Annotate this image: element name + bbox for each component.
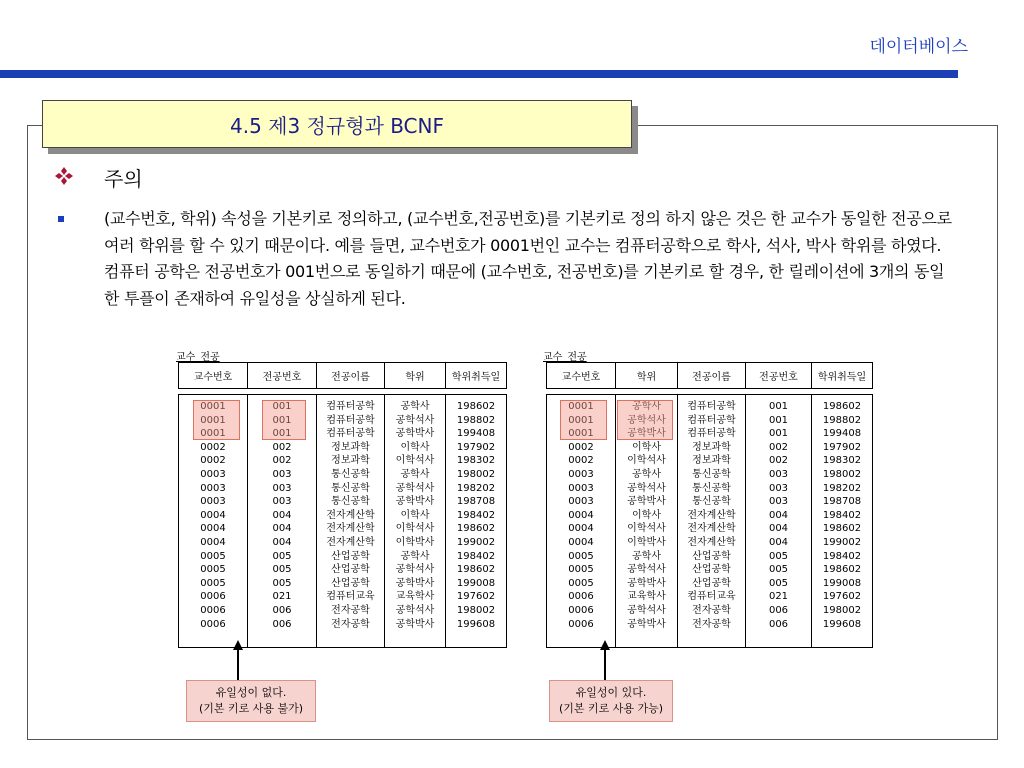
left-highlight-major-id (262, 400, 306, 440)
table-cell: 0002 (200, 441, 226, 453)
right-note-line1: 유일성이 있다. (575, 686, 647, 699)
table-cell: 001 (768, 428, 789, 440)
table-cell: 198402 (822, 509, 862, 521)
table-cell: 전자계산학 (687, 509, 736, 521)
right-table-caption: 교수_전공 (543, 352, 587, 363)
table-cell: 공학석사 (395, 564, 435, 576)
section-heading: 주의 (104, 167, 143, 191)
slide-title: 4.5 제3 정규형과 BCNF (42, 100, 632, 148)
table-cell: 통신공학 (692, 468, 731, 480)
table-cell: 컴퓨터공학 (687, 414, 736, 426)
table-cell: 0003 (568, 468, 594, 480)
left-header-degree: 학위 (385, 363, 446, 389)
table-cell: 001 (272, 401, 292, 412)
right-col-degree-date (812, 395, 873, 648)
table-cell: 198602 (822, 523, 862, 535)
table-cell: 199408 (456, 428, 496, 440)
table-cell: 산업공학 (692, 577, 731, 589)
table-cell: 통신공학 (692, 482, 731, 494)
table-cell: 198002 (822, 604, 862, 616)
table-cell: 198002 (456, 604, 496, 616)
table-cell: 공학박사 (627, 496, 666, 508)
table-cell: 198402 (822, 550, 862, 562)
table-cell: 공학석사 (395, 414, 435, 426)
table-cell: 198802 (822, 414, 862, 426)
table-cell: 021 (272, 591, 292, 603)
header-title: 데이터베이스 (869, 37, 968, 57)
left-note-line2: (기본 키로 사용 불가) (198, 702, 304, 715)
diamond-cluster-icon (54, 166, 74, 186)
table-cell: 0002 (200, 455, 226, 467)
table-cell: 공학석사 (395, 604, 435, 616)
table-cell: 199002 (456, 536, 496, 548)
table-cell: 005 (768, 564, 789, 576)
table-cell: 이학석사 (627, 523, 666, 535)
table-cell: 0004 (568, 509, 594, 521)
table-cell: 198602 (456, 564, 496, 576)
table-cell: 001 (272, 414, 292, 426)
table-cell: 공학사 (632, 550, 661, 562)
table-cell: 198302 (456, 455, 496, 467)
table-cell: 006 (272, 618, 292, 630)
table-cell: 198302 (822, 455, 862, 467)
table-cell: 006 (768, 604, 789, 616)
table-cell: 004 (768, 536, 789, 548)
table-cell: 0004 (200, 536, 226, 548)
table-cell: 이학석사 (395, 455, 435, 467)
body-paragraph: (교수번호, 학위) 속성을 기본키로 정의하고, (교수번호,전공번호)를 기본키로 정의 하지 않은 것은 한 교수가 동일한 전공으로 여러 학위를 할 수 있기 때문이다. 예를 들면, 교수번호가 0001번인 교수는 컴퓨터공학으로 학사, 석사, 박사 학위를 하였다. 컴퓨터 공학은 전공번호가 001번으로 동일하기 때문에 (교수번호, 전공번호)를 기본키로 할 경우, 한 릴레이션에 3개의 동일한 투플이 존재하여 유일성을 상실하게 된다. (104, 209, 952, 308)
table-cell: 003 (272, 496, 292, 508)
table-cell: 통신공학 (331, 496, 370, 508)
table-cell: 전자계산학 (687, 523, 736, 535)
table-cell: 공학박사 (395, 577, 435, 589)
table-cell: 198802 (456, 414, 496, 426)
table-cell: 정보과학 (331, 441, 370, 453)
table-cell: 198602 (822, 564, 862, 576)
left-highlight-professor-id (193, 400, 240, 440)
left-note-line1: 유일성이 없다. (215, 686, 287, 699)
left-arrow-head-icon (233, 640, 243, 650)
table-cell: 198602 (456, 523, 496, 535)
table-cell: 컴퓨터공학 (687, 428, 736, 440)
table-cell: 정보과학 (331, 455, 370, 467)
table-cell: 0002 (568, 441, 594, 453)
table-cell: 0002 (568, 455, 594, 467)
table-cell: 198402 (456, 509, 496, 521)
table-cell: 0001 (200, 414, 226, 426)
table-cell: 이학사 (400, 509, 430, 521)
left-header-degree-date: 학위취득일 (446, 363, 507, 389)
table-cell: 0004 (568, 523, 594, 535)
table-cell: 003 (272, 468, 292, 480)
table-cell: 공학박사 (395, 496, 435, 508)
table-cell: 0001 (568, 428, 594, 440)
table-cell: 198602 (456, 401, 496, 412)
table-cell: 이학석사 (395, 523, 435, 535)
table-cell: 정보과학 (692, 455, 731, 467)
left-col-major-name (317, 395, 385, 648)
table-cell: 컴퓨터공학 (326, 414, 375, 426)
table-cell: 0004 (568, 536, 594, 548)
table-cell: 공학석사 (395, 482, 435, 494)
table-cell: 198708 (456, 496, 496, 508)
table-cell: 전자계산학 (687, 536, 736, 548)
table-cell: 0006 (568, 618, 594, 630)
table-cell: 002 (272, 455, 292, 467)
left-note (186, 680, 316, 722)
table-cell: 199608 (822, 618, 862, 630)
square-bullet-icon (58, 216, 64, 222)
table-cell: 0003 (568, 496, 594, 508)
table-cell: 004 (768, 523, 789, 535)
table-cell: 199608 (456, 618, 496, 630)
table-cell: 199008 (822, 577, 862, 589)
table-cell: 산업공학 (331, 550, 370, 562)
table-cell: 컴퓨터공학 (326, 401, 375, 412)
table-cell: 0003 (200, 482, 226, 494)
table-cell: 003 (768, 496, 789, 508)
right-header-degree: 학위 (616, 363, 678, 389)
table-cell: 전자계산학 (326, 523, 375, 535)
table-cell: 공학박사 (627, 618, 666, 630)
table-cell: 0004 (200, 509, 226, 521)
table-cell: 산업공학 (692, 550, 731, 562)
table-cell: 정보과학 (692, 441, 731, 453)
table-cell: 001 (272, 428, 292, 440)
right-note (549, 680, 673, 722)
table-cell: 0001 (568, 414, 594, 426)
table-cell: 005 (272, 577, 292, 589)
table-cell: 0004 (200, 523, 226, 535)
right-header-major-id: 전공번호 (746, 363, 812, 389)
table-cell: 이학석사 (627, 455, 666, 467)
table-cell: 003 (768, 482, 789, 494)
table-cell: 006 (768, 618, 789, 630)
table-cell: 0005 (568, 564, 594, 576)
table-cell: 교육학사 (627, 591, 666, 603)
table-cell: 이학박사 (627, 536, 666, 548)
table-cell: 0005 (200, 564, 226, 576)
table-cell: 0001 (568, 401, 594, 412)
right-highlight-degree (617, 400, 673, 440)
table-cell: 공학사 (400, 550, 430, 562)
table-cell: 공학사 (632, 401, 661, 412)
table-cell: 전자계산학 (326, 536, 375, 548)
table-cell: 공학석사 (627, 482, 666, 494)
table-cell: 통신공학 (331, 468, 370, 480)
table-cell: 198002 (456, 468, 496, 480)
right-header-professor-id: 교수번호 (547, 363, 616, 389)
table-cell: 0005 (200, 577, 226, 589)
table-cell: 전자공학 (692, 618, 731, 630)
table-cell: 전자계산학 (326, 509, 375, 521)
table-cell: 198002 (822, 468, 862, 480)
table-cell: 001 (768, 401, 789, 412)
table-cell: 0006 (568, 591, 594, 603)
table-cell: 0005 (568, 577, 594, 589)
table-cell: 198602 (822, 401, 862, 412)
right-arrow-line (604, 648, 606, 680)
table-cell: 산업공학 (331, 564, 370, 576)
table-cell: 공학사 (400, 468, 430, 480)
table-cell: 199002 (822, 536, 862, 548)
table-cell: 003 (768, 468, 789, 480)
left-header-professor-id: 교수번호 (179, 363, 248, 389)
table-cell: 005 (768, 577, 789, 589)
table-cell: 공학석사 (627, 604, 666, 616)
right-note-line2: (기본 키로 사용 가능) (558, 702, 664, 715)
table-cell: 004 (272, 509, 292, 521)
table-cell: 197902 (822, 441, 862, 453)
left-header-major-name: 전공이름 (317, 363, 385, 389)
table-cell: 공학사 (632, 468, 661, 480)
right-highlight-professor-id (560, 400, 607, 440)
table-cell: 산업공학 (692, 564, 731, 576)
table-cell: 002 (768, 455, 789, 467)
table-cell: 021 (768, 591, 789, 603)
table-cell: 전자공학 (331, 618, 370, 630)
table-cell: 005 (272, 564, 292, 576)
table-cell: 0006 (200, 604, 226, 616)
left-header-major-id: 전공번호 (248, 363, 317, 389)
left-arrow-line (237, 648, 239, 680)
table-cell: 198402 (456, 550, 496, 562)
table-cell: 전자공학 (692, 604, 731, 616)
table-cell: 통신공학 (331, 482, 370, 494)
table-cell: 002 (768, 441, 789, 453)
right-col-major-name (678, 395, 746, 648)
table-cell: 0003 (568, 482, 594, 494)
table-cell: 003 (272, 482, 292, 494)
right-arrow-head-icon (600, 640, 610, 650)
table-cell: 198202 (822, 482, 862, 494)
table-cell: 006 (272, 604, 292, 616)
header-bar (0, 70, 958, 78)
table-cell: 0003 (200, 468, 226, 480)
table-cell: 컴퓨터공학 (326, 428, 375, 440)
table-cell: 005 (768, 550, 789, 562)
table-cell: 0006 (200, 618, 226, 630)
right-header-degree-date: 학위취득일 (812, 363, 873, 389)
table-cell: 이학사 (632, 441, 661, 453)
table-cell: 004 (272, 523, 292, 535)
table-cell: 199008 (456, 577, 496, 589)
left-col-degree-date (446, 395, 507, 648)
table-cell: 197602 (456, 591, 496, 603)
table-cell: 이학사 (400, 441, 430, 453)
table-cell: 0005 (200, 550, 226, 562)
table-cell: 0001 (200, 428, 226, 440)
table-cell: 공학박사 (627, 428, 666, 440)
table-cell: 001 (768, 414, 789, 426)
table-cell: 0006 (568, 604, 594, 616)
table-cell: 이학사 (632, 509, 661, 521)
table-cell: 컴퓨터교육 (326, 591, 375, 603)
right-col-major-id (746, 395, 812, 648)
table-cell: 공학박사 (627, 577, 666, 589)
table-cell: 공학사 (400, 401, 430, 412)
table-cell: 004 (272, 536, 292, 548)
table-cell: 0005 (568, 550, 594, 562)
table-cell: 컴퓨터교육 (687, 591, 736, 603)
table-cell: 198202 (456, 482, 496, 494)
table-cell: 공학석사 (627, 414, 666, 426)
table-cell: 197902 (456, 441, 496, 453)
table-cell: 공학박사 (395, 618, 435, 630)
left-col-degree (385, 395, 446, 648)
table-cell: 004 (768, 509, 789, 521)
table-cell: 005 (272, 550, 292, 562)
table-cell: 통신공학 (692, 496, 731, 508)
table-cell: 0001 (200, 401, 226, 412)
table-cell: 공학박사 (395, 428, 435, 440)
table-cell: 교육학사 (395, 591, 435, 603)
table-cell: 산업공학 (331, 577, 370, 589)
table-cell: 공학석사 (627, 564, 666, 576)
table-cell: 002 (272, 441, 292, 453)
table-cell: 전자공학 (331, 604, 370, 616)
table-cell: 0006 (200, 591, 226, 603)
table-cell: 199408 (822, 428, 862, 440)
table-cell: 이학박사 (395, 536, 435, 548)
left-table-caption: 교수_전공 (176, 352, 220, 363)
table-cell: 198708 (822, 496, 862, 508)
table-cell: 197602 (822, 591, 862, 603)
table-cell: 컴퓨터공학 (687, 401, 736, 412)
right-header-major-name: 전공이름 (678, 363, 746, 389)
table-cell: 0003 (200, 496, 226, 508)
